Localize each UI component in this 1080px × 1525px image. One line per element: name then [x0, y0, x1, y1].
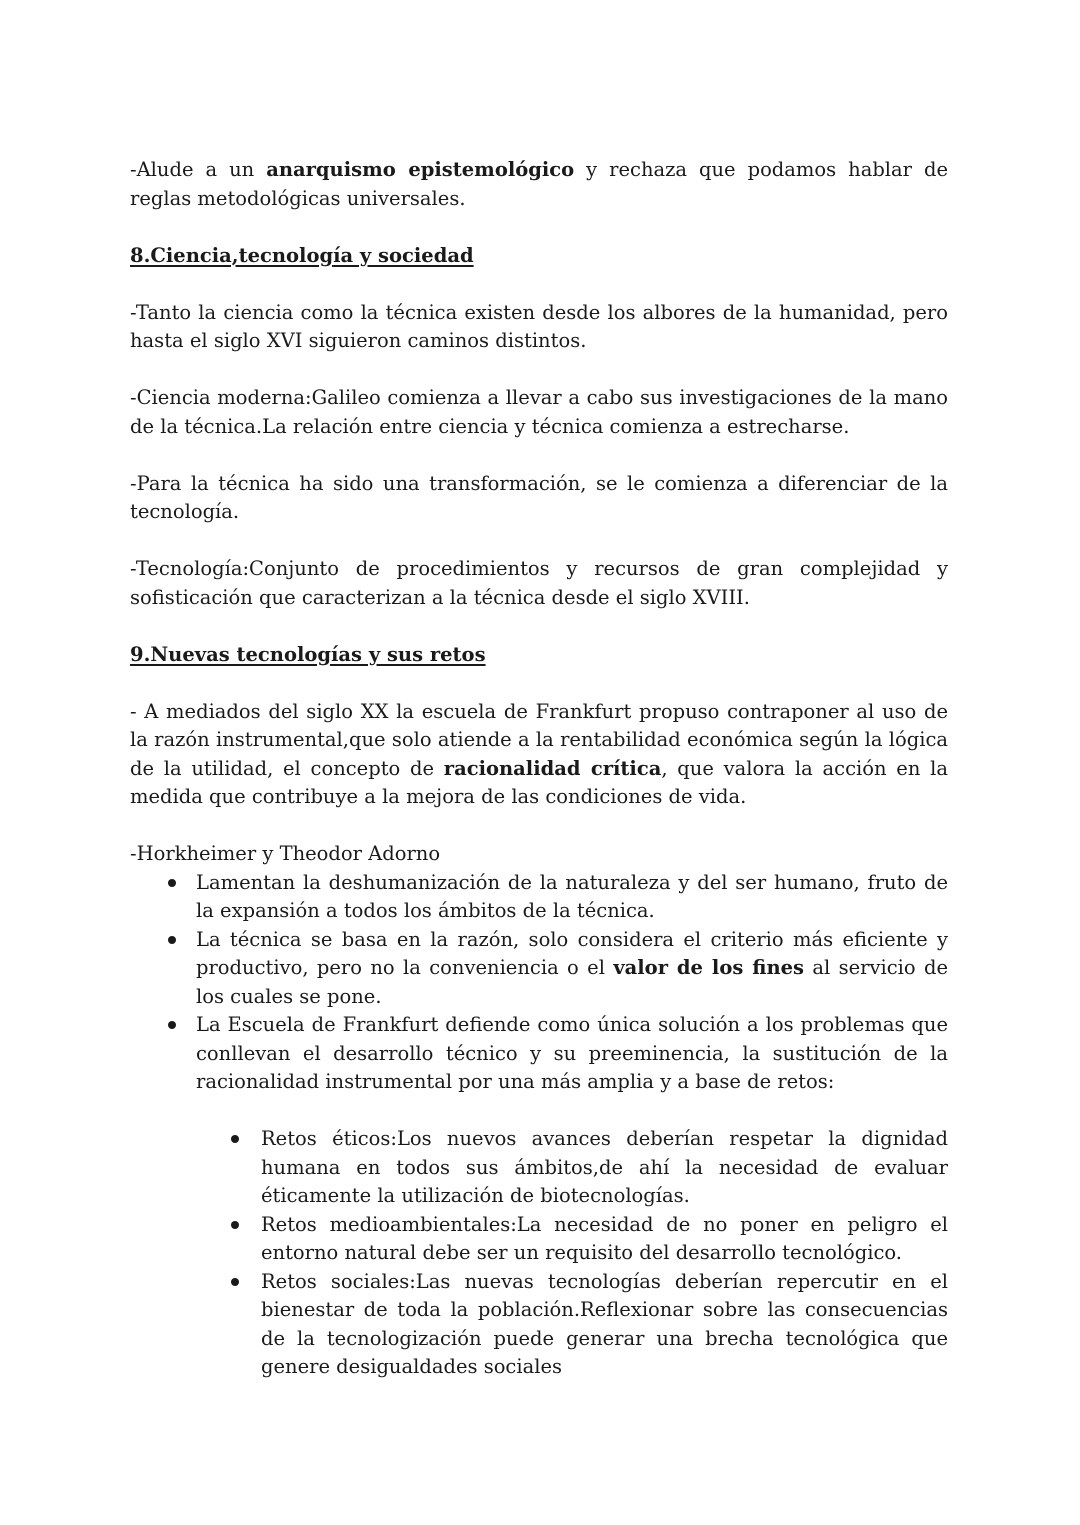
list-item: Retos sociales:Las nuevas tecnologías deberían repercutir en el bienestar de toda la población.Reflexionar sobre las consecuencias de la tecnologización puede generar una brecha tecnológica que genere desigualdades sociales	[261, 1268, 948, 1382]
list-item: Lamentan la deshumanización de la naturaleza y del ser humano, fruto de la expansión a todos los ámbitos de la técnica.	[196, 869, 948, 926]
bullet-list	[196, 869, 948, 1097]
text-run: - A mediados del siglo XX la escuela de Frankfurt propuso contraponer al uso de la razón instrumental,que solo atiende a la rentabilidad económica según la lógica de la utilidad, el concepto de	[130, 699, 948, 780]
paragraph-horkheimer: -Horkheimer y Theodor Adorno	[130, 842, 441, 865]
text-run: , que valora la acción en la medida que contribuye a la mejora de las condiciones de vida.	[130, 756, 948, 808]
text-run: y rechaza que podamos hablar de reglas metodológicas universales.	[130, 158, 949, 210]
paragraph-ciencia-tecnica: -Tanto la ciencia como la técnica existen desde los albores de la humanidad, pero hasta el siglo XVI siguieron caminos distintos.	[130, 300, 948, 352]
paragraph-anarquismo	[130, 156, 948, 213]
paragraph-frankfurt	[130, 698, 948, 812]
section-heading-9: 9.Nuevas tecnologías y sus retos	[130, 642, 486, 666]
paragraph-transformacion: -Para la técnica ha sido una transformación, se le comienza a diferenciar de la tecnología.	[130, 471, 948, 523]
bold-term: racionalidad crítica	[443, 756, 662, 780]
list-item: Retos medioambientales:La necesidad de no poner en peligro el entorno natural debe ser un requisito del desarrollo tecnológico.	[261, 1211, 948, 1268]
section-heading-8: 8.Ciencia,tecnología y sociedad	[130, 243, 474, 267]
list-item	[196, 926, 948, 1012]
bold-term: anarquismo epistemológico	[266, 158, 575, 181]
paragraph-ciencia-moderna: -Ciencia moderna:Galileo comienza a llevar a cabo sus investigaciones de la mano de la técnica.La relación entre ciencia y técnica comienza a estrecharse.	[130, 386, 948, 438]
text-run: al servicio de los cuales se pone.	[196, 956, 949, 1008]
document-page	[130, 156, 948, 1382]
text-run: -Alude a un	[130, 158, 267, 181]
retos-list	[261, 1125, 948, 1382]
bold-term: valor de los fines	[613, 956, 805, 979]
list-item: Retos éticos:Los nuevos avances deberían respetar la dignidad humana en todos sus ámbitos,de ahí la necesidad de evaluar éticamente la utilización de biotecnologías.	[261, 1125, 948, 1211]
paragraph-tecnologia: -Tecnología:Conjunto de procedimientos y recursos de gran complejidad y sofisticación que caracterizan a la técnica desde el siglo XVIII.	[130, 557, 948, 609]
list-item: La Escuela de Frankfurt defiende como única solución a los problemas que conllevan el desarrollo técnico y su preeminencia, la sustitución de la racionalidad instrumental por una más amplia y a base de retos:	[196, 1011, 948, 1097]
text-run: La técnica se basa en la razón, solo considera el criterio más eficiente y productivo, pero no la conveniencia o el	[196, 927, 948, 979]
